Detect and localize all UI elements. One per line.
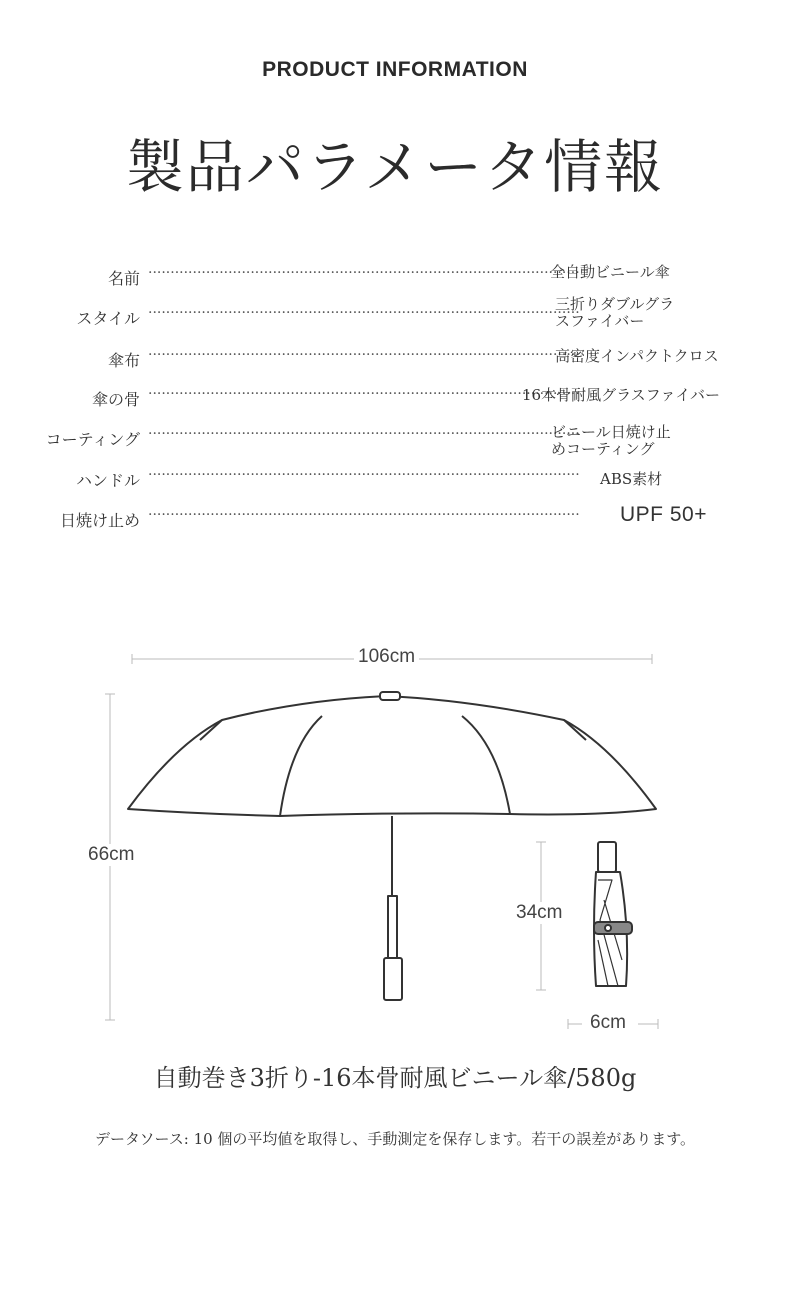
spec-value-handle: ABS素材 xyxy=(600,470,663,488)
folded-umbrella-icon xyxy=(594,842,632,986)
open-umbrella-icon xyxy=(128,692,656,1000)
folded-width-label: 6cm xyxy=(586,1012,630,1034)
product-caption: 自動巻き3折り-16本骨耐風ビニール傘/580g xyxy=(153,1064,637,1092)
spec-value-coating: ビニール日焼け止 めコーティング xyxy=(551,423,671,458)
spec-label-ribs: 傘の骨 xyxy=(91,390,140,409)
page-title: 製品パラメータ情報 xyxy=(125,133,665,201)
spec-label-fabric: 傘布 xyxy=(107,351,140,370)
spec-value-upf: UPF 50+ xyxy=(620,503,707,526)
folded-length-label: 34cm xyxy=(512,902,566,924)
spec-value-ribs: 16本骨耐風グラスファイバー xyxy=(522,386,721,404)
spec-leader: ································································································· xyxy=(148,426,580,442)
spec-leader: ································································································· xyxy=(148,265,580,281)
spec-value-style: 三折りダブルグラ スファイバー xyxy=(555,295,675,330)
spec-label-handle: ハンドル xyxy=(75,471,140,490)
spec-label-coating: コーティング xyxy=(45,430,140,449)
data-source-note: データソース: 10 個の平均値を取得し、手動測定を保存します。若干の誤差があります。 xyxy=(94,1130,696,1148)
umbrella-diagram xyxy=(0,630,790,1050)
spec-value-name: 全自動ビニール傘 xyxy=(550,263,670,281)
width-label: 106cm xyxy=(354,646,419,668)
spec-label-style: スタイル xyxy=(76,309,140,328)
spec-leader: ································································································· xyxy=(148,467,580,483)
spec-label-upf: 日焼け止め xyxy=(59,511,140,530)
height-label: 66cm xyxy=(84,844,138,866)
spec-leader: ································································································· xyxy=(148,386,580,402)
spec-leader: ································································································· xyxy=(148,507,580,523)
spec-value-fabric: 高密度インパクトクロス xyxy=(555,347,719,365)
spec-leader: ································································································· xyxy=(148,305,580,321)
spec-label-name: 名前 xyxy=(107,269,140,288)
eyebrow-title: PRODUCT INFORMATION xyxy=(262,58,528,81)
spec-leader: ································································································· xyxy=(148,347,580,363)
